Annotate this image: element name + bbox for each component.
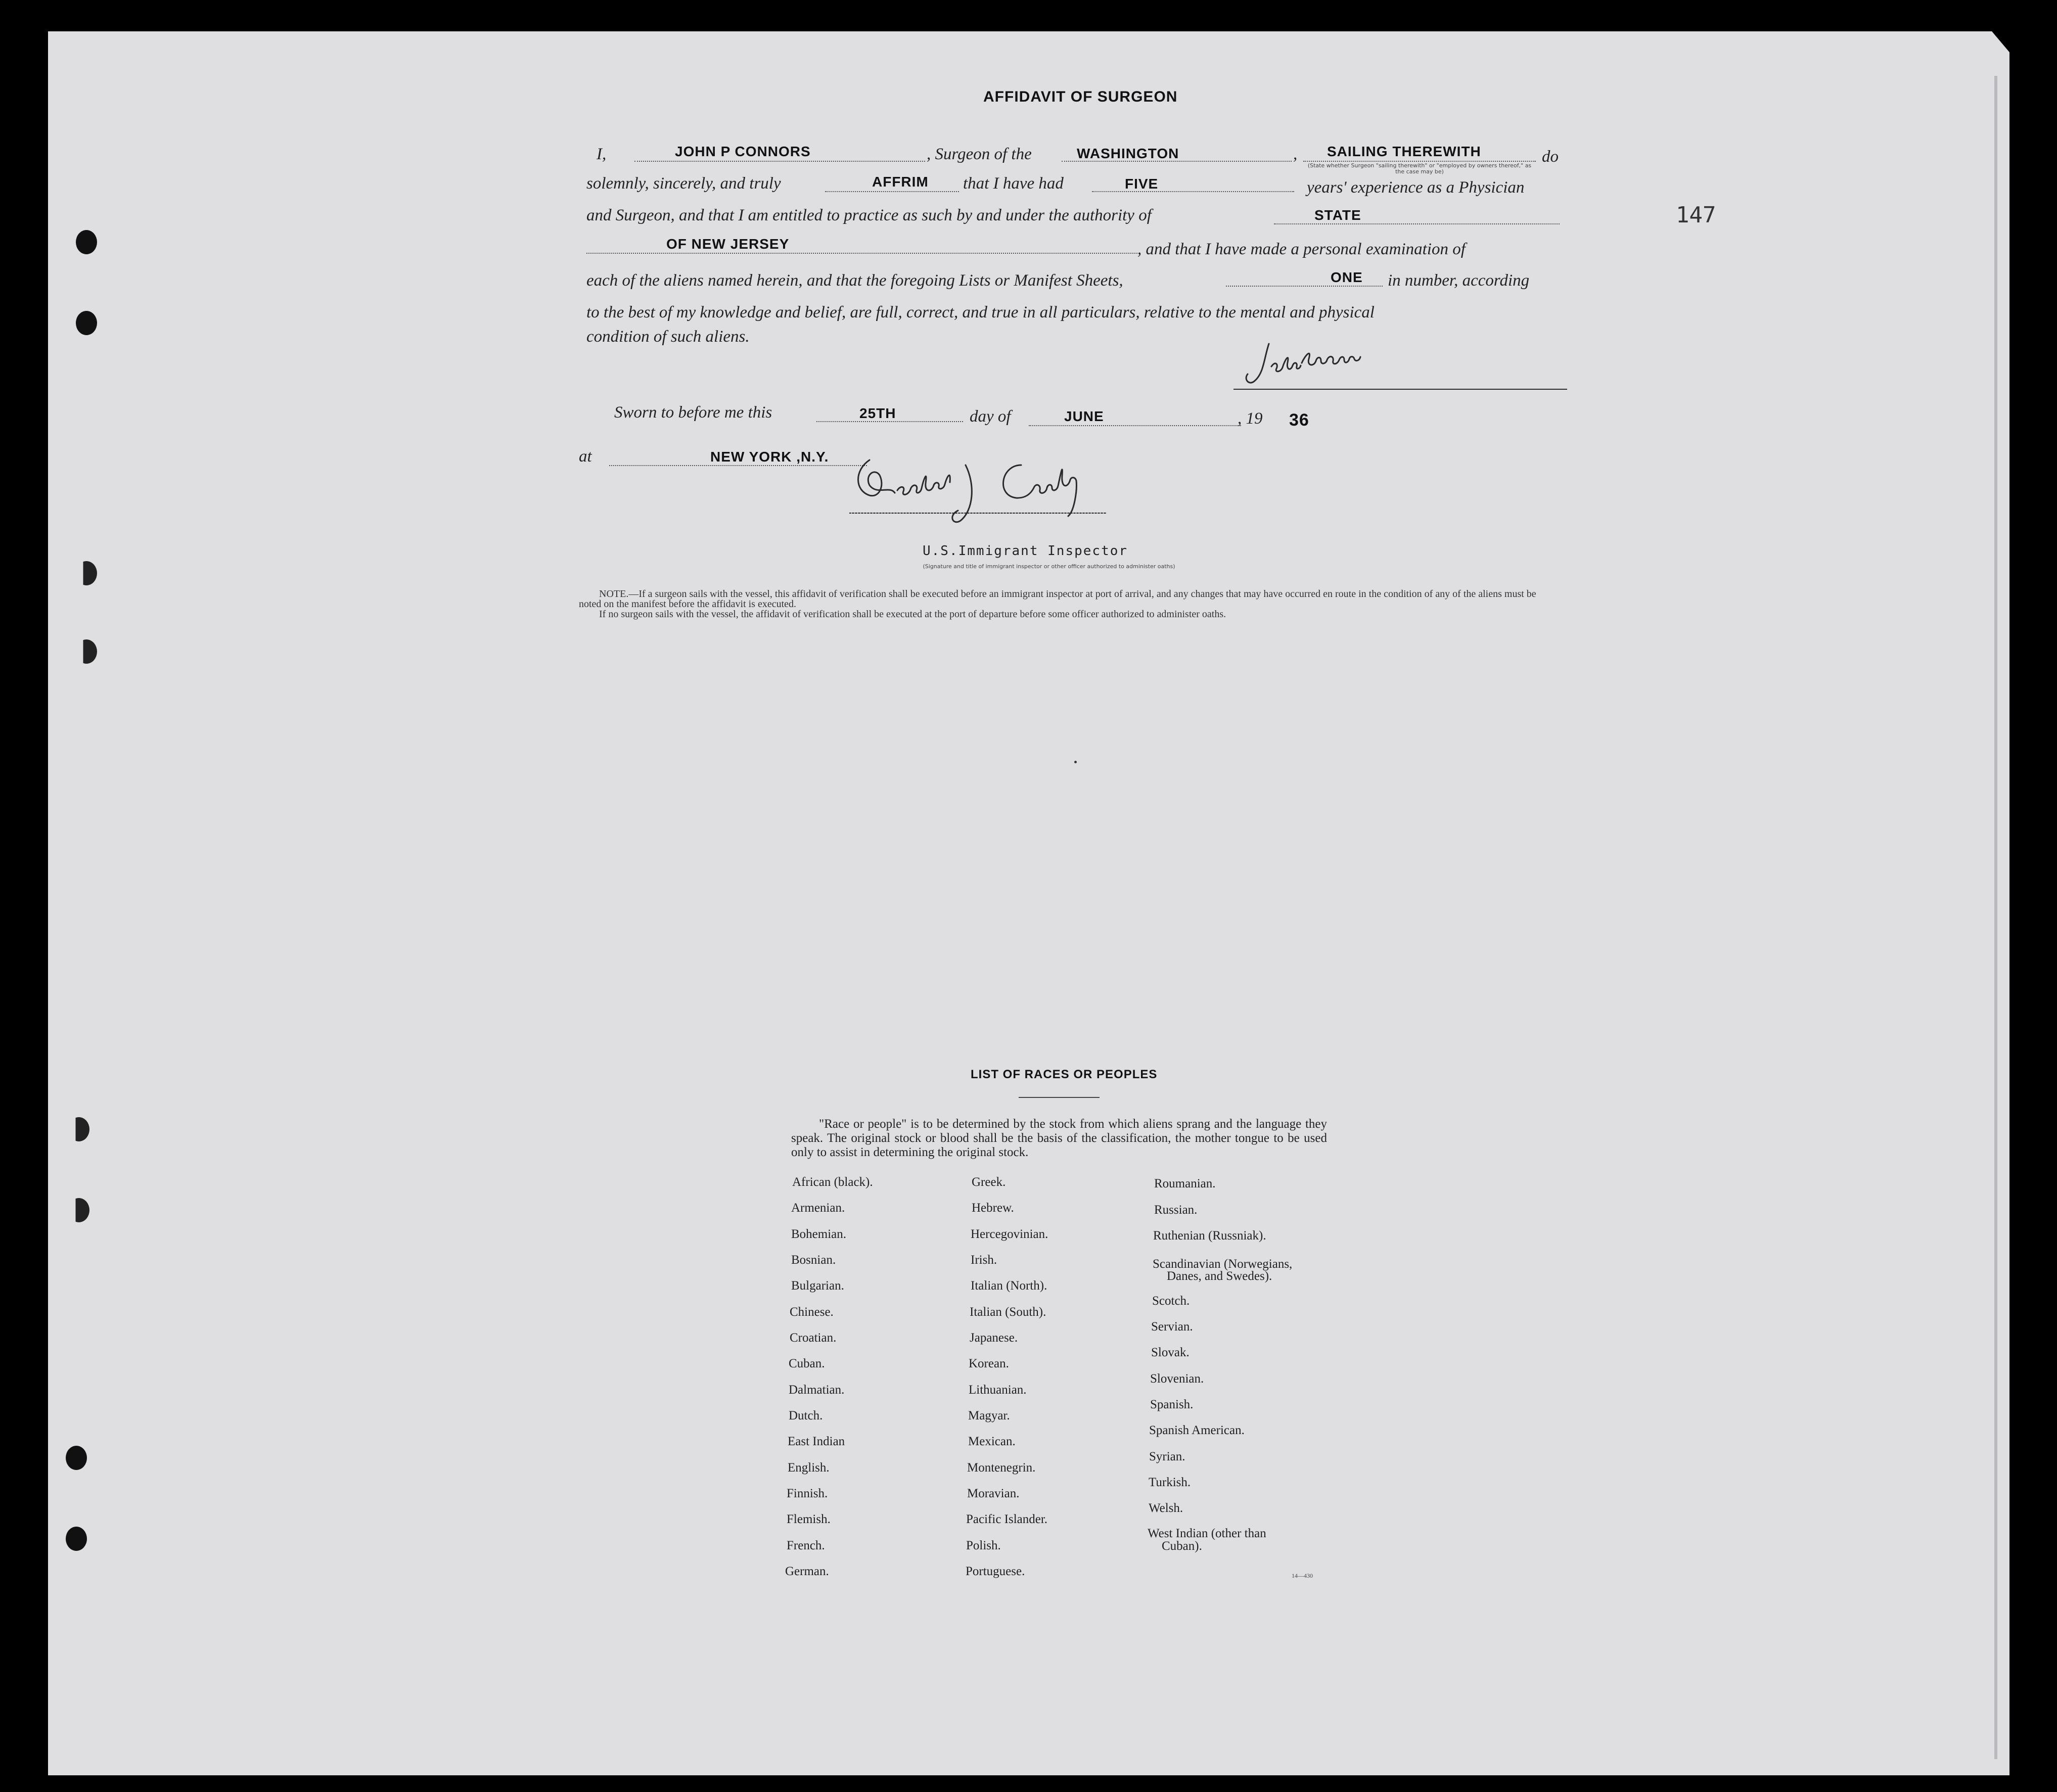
race-item: Montenegrin. xyxy=(967,1461,1036,1475)
race-item: Italian (South). xyxy=(970,1305,1046,1319)
race-item: Chinese. xyxy=(790,1305,834,1319)
race-item: Flemish. xyxy=(787,1512,831,1526)
dotted-line xyxy=(1226,286,1383,287)
race-item: Mexican. xyxy=(968,1435,1016,1448)
word-i: I, xyxy=(597,145,607,163)
race-item: Dalmatian. xyxy=(789,1383,845,1397)
race-item: Dutch. xyxy=(789,1409,823,1422)
race-item: Cuban. xyxy=(789,1357,825,1370)
race-item: Roumanian. xyxy=(1154,1177,1216,1190)
status-hint: (State whether Surgeon "sailing therewith" or "employed by owners thereof," as the case may be) xyxy=(1307,162,1532,175)
race-item: Bohemian. xyxy=(791,1227,847,1241)
race-item: German. xyxy=(785,1565,829,1578)
surgeon-signature xyxy=(1233,339,1567,394)
race-item: East Indian xyxy=(788,1435,845,1448)
page-number: 147 xyxy=(1676,202,1716,228)
title-rule xyxy=(1019,1097,1100,1098)
race-item: Servian. xyxy=(1151,1320,1193,1334)
sworn-place: NEW YORK ,N.Y. xyxy=(710,449,829,465)
word-nineteen: , 19 xyxy=(1238,409,1263,428)
vessel-name: WASHINGTON xyxy=(1077,146,1179,161)
word-solemnly: solemnly, sincerely, and truly xyxy=(586,174,781,193)
race-item: Magyar. xyxy=(968,1409,1010,1422)
race-item: Lithuanian. xyxy=(969,1383,1027,1397)
race-item: Armenian. xyxy=(791,1201,845,1215)
race-item: Welsh. xyxy=(1149,1501,1183,1515)
race-item: Korean. xyxy=(969,1357,1009,1370)
sworn-month: JUNE xyxy=(1064,408,1104,424)
word-at: at xyxy=(579,447,592,466)
race-item: Cuban). xyxy=(1162,1539,1202,1553)
sworn-year: 36 xyxy=(1289,410,1309,430)
word-surgeon-of: , Surgeon of the xyxy=(927,145,1032,163)
race-item: Greek. xyxy=(972,1175,1006,1189)
note-2: If no surgeon sails with the vessel, the affidavit of verification shall be executed at the port of departure before some officer authorized to administer oaths. xyxy=(599,609,1226,620)
authority-line-2: OF NEW JERSEY xyxy=(666,236,790,252)
race-item: Croatian. xyxy=(790,1331,837,1345)
inspector-title: U.S.Immigrant Inspector xyxy=(923,543,1128,559)
dotted-line xyxy=(1303,161,1536,162)
race-item: Slovenian. xyxy=(1150,1372,1204,1386)
oath-type: AFFRIM xyxy=(872,174,929,190)
word-day-of: day of xyxy=(970,407,1011,426)
binder-hole xyxy=(76,311,97,335)
race-item: Moravian. xyxy=(967,1487,1020,1500)
race-item: Danes, and Swedes). xyxy=(1167,1269,1272,1283)
form-number: 14—430 xyxy=(1292,1572,1313,1579)
dotted-line xyxy=(825,191,959,192)
surgeon-name: JOHN P CONNORS xyxy=(675,144,811,159)
binder-hole xyxy=(76,639,97,664)
race-item: Bulgarian. xyxy=(791,1279,844,1293)
race-item: Ruthenian (Russniak). xyxy=(1153,1229,1266,1243)
inspector-signature xyxy=(849,455,1132,531)
word-sworn: Sworn to before me this xyxy=(614,403,772,422)
dotted-line xyxy=(586,253,1137,254)
race-item: Pacific Islander. xyxy=(966,1512,1048,1526)
race-item: Hebrew. xyxy=(972,1201,1014,1215)
stray-mark xyxy=(1074,761,1077,763)
race-item: Slovak. xyxy=(1151,1346,1190,1359)
binder-hole xyxy=(66,1446,87,1470)
affidavit-title: AFFIDAVIT OF SURGEON xyxy=(983,88,1178,105)
word-to-best: to the best of my knowledge and belief, are full, correct, and true in all particulars, relative to the mental and physical xyxy=(586,303,1375,321)
surgeon-status: SAILING THEREWITH xyxy=(1327,144,1481,159)
race-item: Spanish American. xyxy=(1149,1423,1245,1437)
races-intro: "Race or people" is to be determined by the stock from which aliens sprang and the language they speak. The original stock or blood shall be the basis of the classification, the mother tongue to be used only to assist in determining the original stock. xyxy=(791,1117,1327,1159)
race-item: English. xyxy=(788,1461,830,1475)
word-do: do xyxy=(1542,148,1559,166)
word-and-surgeon: and Surgeon, and that I am entitled to practice as such by and under the authority of xyxy=(586,206,1152,224)
authority-line-1: STATE xyxy=(1314,207,1361,223)
race-item: Scandinavian (Norwegians, xyxy=(1153,1257,1293,1271)
race-item: French. xyxy=(787,1539,825,1552)
race-item: Hercegovinian. xyxy=(971,1227,1048,1241)
binder-hole xyxy=(68,1198,89,1222)
dotted-line xyxy=(1092,191,1294,192)
note-1: NOTE.—If a surgeon sails with the vessel, this affidavit of verification shall be executed before an immigrant inspector at port of arrival, and any changes that may have occurred en route in the condition of any of the aliens must be noted on the manifest before the affidavit is executed. xyxy=(579,588,1536,610)
race-item: Japanese. xyxy=(970,1331,1018,1345)
sworn-day: 25TH xyxy=(859,405,896,421)
word-condition: condition of such aliens. xyxy=(586,328,750,346)
word-years-experience: years' experience as a Physician xyxy=(1307,178,1525,197)
race-item: Bosnian. xyxy=(791,1253,836,1267)
race-item: Finnish. xyxy=(787,1487,828,1500)
race-item: Italian (North). xyxy=(971,1279,1047,1293)
years-experience: FIVE xyxy=(1125,176,1159,192)
binder-hole xyxy=(76,230,97,254)
dotted-line xyxy=(1029,425,1241,426)
word-that-i-have-had: that I have had xyxy=(963,174,1064,193)
race-item: Turkish. xyxy=(1149,1476,1191,1489)
word-in-number: in number, according xyxy=(1388,271,1530,290)
page-edge xyxy=(1994,76,1997,1759)
race-item: West Indian (other than xyxy=(1148,1527,1266,1540)
inspector-hint: (Signature and title of immigrant inspector or other officer authorized to administer oaths) xyxy=(923,563,1175,570)
race-item: African (black). xyxy=(792,1175,873,1189)
binder-hole xyxy=(76,561,97,585)
word-personal-exam: , and that I have made a personal examination of xyxy=(1137,240,1466,258)
binder-hole xyxy=(68,1117,89,1141)
dotted-line xyxy=(609,465,867,466)
dotted-line xyxy=(634,161,925,162)
race-item: Russian. xyxy=(1154,1203,1198,1217)
word-each-of-aliens: each of the aliens named herein, and that the foregoing Lists or Manifest Sheets, xyxy=(586,271,1123,290)
race-item: Portuguese. xyxy=(966,1565,1025,1578)
binder-hole xyxy=(66,1527,87,1551)
race-item: Scotch. xyxy=(1152,1294,1190,1308)
dotted-line xyxy=(1274,223,1560,224)
race-item: Spanish. xyxy=(1150,1398,1194,1411)
word-comma: , xyxy=(1293,145,1298,163)
race-item: Syrian. xyxy=(1149,1450,1185,1463)
race-item: Irish. xyxy=(971,1253,997,1267)
sheet-count: ONE xyxy=(1331,269,1363,285)
race-item: Polish. xyxy=(966,1539,1001,1552)
races-title: LIST OF RACES OR PEOPLES xyxy=(971,1068,1158,1081)
